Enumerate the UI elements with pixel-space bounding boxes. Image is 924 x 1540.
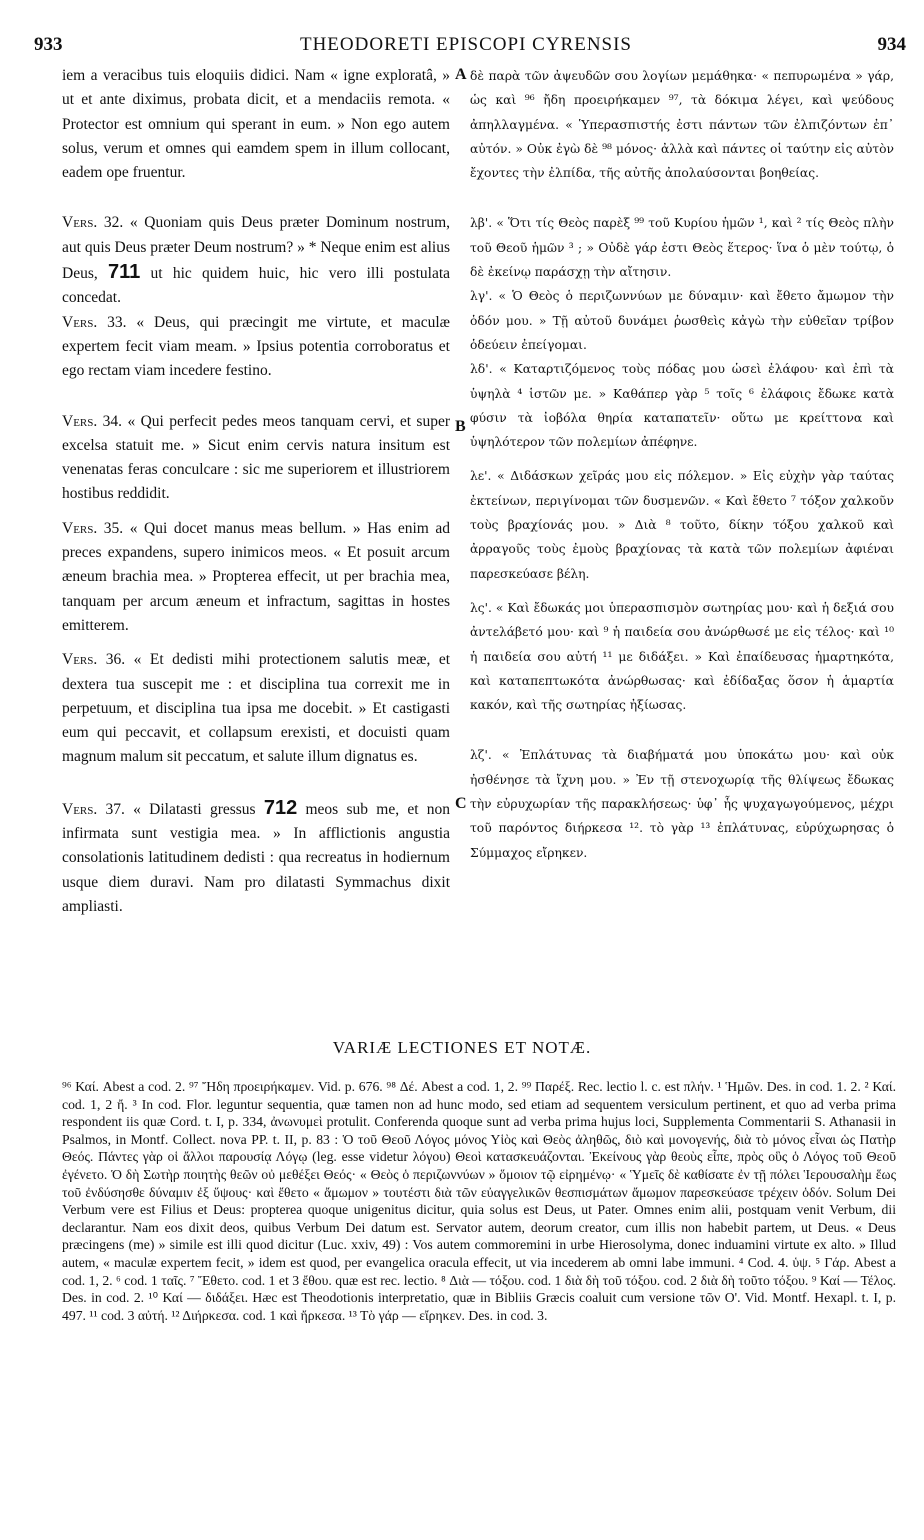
margin-marker-c: C <box>455 795 467 812</box>
latin-column <box>62 64 450 919</box>
column-number: 711 <box>108 261 141 284</box>
greek-paragraph-35: λε'. « Διδάσκων χεῖράς μου εἰς πόλεμον. » Εἰς εὐχὴν γὰρ ταύτας ἐκτείνων, περιγίνομαι τῶν δυσμενῶν. « Καὶ ἔθετο ⁷ τόξον χαλκοῦν τοὺς βραχίονάς μου. » Διὰ ⁸ τοῦτο, δίκην τόξου χαλκοῦ καὶ ἀρραγοῦς τοὺς ἐμοὺς βραχίονας τὰ κατὰ τῶν πολεμίων ἀφιέναι παρεσκεύασε βέλη. <box>470 469 894 581</box>
notes-block <box>62 1078 896 1324</box>
running-title: THEODORETI EPISCOPI CYRENSIS <box>299 34 633 55</box>
verse-label: Vers. 34. <box>62 412 123 430</box>
margin-marker-a: A <box>455 66 467 83</box>
verse-label: Vers. 33. <box>62 313 127 331</box>
latin-paragraph-vers-37 <box>62 796 450 919</box>
verse-text: meos sub me, et non infirmata sunt vestigia mea. » In afflictionis angustia consolationis latitudinem dedisti : qua recreatus in hodiernum usque diem duravi. Nam pro dilatasti Symmachus dixit ampliasti. <box>62 800 451 915</box>
greek-column <box>470 64 894 865</box>
verse-text: « Et dedisti mihi protectionem salutis meæ, et dextera tua suscepit me : et disciplina tua correxit me in perpetuum, et disciplina tua ipsa me docebit. » Et castigasti eum qui peccavit, et collapsum erexisti, et docuisti quam magnum malum sit peccatum, et salute illum dignatus es. <box>62 651 451 766</box>
verse-label: Vers. 32. <box>62 214 124 232</box>
verse-text: « Dilatasti gressus <box>133 800 256 818</box>
verse-label: Vers. 37. <box>62 800 125 818</box>
page-number-right: 934 <box>877 34 906 55</box>
greek-paragraph-37: λζ'. « Ἐπλάτυνας τὰ διαβήματά μου ὑποκάτω μου· καὶ οὐκ ἠσθένησε τὰ ἴχνη μου. » Ἐν τῇ στενοχωρίᾳ τῆς θλίψεως ἔδωκας τὴν εὐρυχωρίαν τῆς παρακλήσεως· ὑφ᾽ ἧς ψυχαγωγούμενος, μέχρι τοῦ παρόντος διήρκεσα ¹². τὸ γὰρ ¹³ ἐπλάτυνας, εὐρύχωρησας ὁ Σύμμαχος εἴρηκεν. <box>470 748 894 860</box>
verse-label: Vers. 36. <box>62 651 126 669</box>
latin-paragraph-vers-36 <box>62 648 450 769</box>
greek-paragraph-34: λδ'. « Καταρτιζόμενος τοὺς πόδας μου ὡσεὶ ἐλάφου· καὶ ἐπὶ τὰ ὑψηλὰ ⁴ ἱστῶν με. » Καθάπερ γὰρ ⁵ τοῖς ⁶ ἐλάφοις ἔδωκε κατὰ φύσιν τὰ ἰοβόλα θηρία καταπατεῖν· οὕτω με κρείττονα καὶ ὑψηλότερον τῶν πολεμίων ἀπέφηνε. <box>470 362 894 450</box>
notes-heading: VARIÆ LECTIONES ET NOTÆ. <box>332 1038 592 1057</box>
verse-label: Vers. 35. <box>62 519 124 537</box>
verse-text: « Qui docet manus meas bellum. » Has enim ad preces expandens, supero inimicos meos. « Et posuit arcum æneum brachia mea. » Propterea effecit, ut per brachia mea, tanquam per arcum æneum et infractum, sagittas in hostes emitterem. <box>62 519 450 634</box>
latin-paragraph-vers-34 <box>62 410 450 507</box>
verse-text: « Deus, qui præcingit me virtute, et maculæ expertem fecit viam meam. » Ipsius potentia corroboratus et ego rectam viam incedere festino. <box>62 313 450 380</box>
page-header <box>26 32 906 62</box>
greek-paragraph-36: λς'. « Καὶ ἔδωκάς μοι ὑπερασπισμὸν σωτηρίας μου· καὶ ἡ δεξιά σου ἀντελάβετό μου· καὶ ⁹ ἡ παιδεία σου ἀνώρθωσέ με εἰς τέλος· καὶ ¹⁰ ἡ παιδεία σου αὐτή ¹¹ με διδάξει. » Καὶ ἐπαίδευσας ἡμαρτηκότα, καὶ καταπεπτωκότα ἀνώρθωσας· καὶ ἐδίδαξας ὅσον ἡ ἁμαρτία κακόν, καὶ τῆς σωτηρίας ἠξίωσας. <box>470 600 894 713</box>
column-number: 712 <box>263 796 298 819</box>
verse-text: ut hic quidem huic, hic vero illi postulata concedat. <box>62 265 451 307</box>
greek-paragraph-32: λβ'. « Ὅτι τίς Θεὸς παρὲξ ⁹⁹ τοῦ Κυρίου ἡμῶν ¹, καὶ ² τίς Θεὸς πλὴν τοῦ Θεοῦ ἡμῶν ³ ; » Οὐδὲ γάρ ἐστι Θεὸς ἕτερος· ἵνα ὁ μὲν τούτῳ, ὁ δὲ ἐκείνῳ παράσχῃ τὴν αἴτησιν. <box>470 216 894 280</box>
latin-paragraph-vers-33 <box>62 311 450 384</box>
latin-paragraph-vers-35 <box>62 517 450 638</box>
verse-text: « Qui perfecit pedes meos tanquam cervi, et super excelsa statuit me. » Sicut enim cervis natura insitum est venenatas feras conculcare : sic me superiorem et illustriorem hostibus reddidit. <box>62 412 450 503</box>
latin-paragraph: iem a veracibus tuis eloquiis didici. Nam « igne exploratâ, » ut et ante diximus, probata dicit, et a mendaciis remota. « Protector est omnium qui sperant in eum. » Non ego autem solus, verum et omnes qui eamdem spem in illum collocant, eadem ope fruentur. <box>62 67 450 182</box>
verse-text: « Quoniam quis Deus præter Dominum nostrum, aut quis Deus præter Deum nostrum? » * Neque enim est alius Deus, <box>62 214 450 283</box>
margin-marker-b: B <box>455 418 466 435</box>
greek-paragraph: δὲ παρὰ τῶν ἀψευδῶν σου λογίων μεμάθηκα· « πεπυρωμένα » γάρ, ὡς καὶ ⁹⁶ ἤδη προειρήκαμεν ⁹⁷, τὰ δόκιμα λέγει, καὶ ψεύδους ἀπηλλαγμένα. « Ὑπερασπιστής ἐστι πάντων τῶν ἐλπιζόντων ἐπ᾽ αὐτόν. » Οὐκ ἐγὼ δὲ ⁹⁸ μόνος· ἀλλὰ καὶ πάντες οἱ ταύτην εἰς αὐτὸν ἔχοντες τὴν ἐλπίδα, τῆς αὐτῆς ἀπολαύσονται βοηθείας. <box>470 69 894 181</box>
page-number-left: 933 <box>34 34 63 55</box>
notes-text: ⁹⁶ Καί. Abest a cod. 2. ⁹⁷ Ἤδη προειρήκαμεν. Vid. p. 676. ⁹⁸ Δέ. Abest a cod. 1, 2. ⁹⁹ Παρέξ. Rec. lectio l. c. est πλήν. ¹ Ἡμῶν. Des. in cod. 1. 2. ² Καί. cod. 1, 2 ἤ. ³ In cod. Flor. leguntur sequentia, quæ tamen non ad hunc modo, sed etiam ad sequentem versiculum pertinent, et quo ad verba prima respondent iis quæ Cord. t. I, p. 334, ἀνωνυμεὶ protulit. Conferenda quoque sunt ad verba prima hujus loci, Supplementa Commentarii S. Athanasii in Psalmos, in Montf. Collect. nova PP. t. II, p. 83 : Ὁ τοῦ Θεοῦ Λόγος μόνος Υἱὸς καὶ Θεὸς ἀληθῶς, διὸ καὶ μονογενής, διὰ τὸ μόνος εἶναι ὡς Πατὴρ Θεός. Πάντες γὰρ οἱ ἄλλοι παρουσίᾳ Λόγῳ (leg. esse videtur λόγου) Θεοὶ κατασκευάζονται. Ἐκείνους γὰρ θεοὺς εἶπε, πρὸς οὓς ὁ Λόγος τοῦ Θεοῦ ἐγένετο. Ὁ δὴ Σωτὴρ ποιητὴς θεῶν οὐ μεθέξει Θεός· « Θεὸς ὁ περιζωννύων » ὅμοιον τῷ εἰρημένῳ· « Ὑμεῖς δὲ καθίσατε ἐν τῇ πόλει Ἱερουσαλὴμ ἕως τοῦ ἐνδύσησθε δύναμιν ἐξ ὕψους· καὶ ἔθετο « ἄμωμον » τουτέστι διὰ τῶν εὐαγγελικῶν θεσπισμάτων ἄμωμον παρεσκεύασε τρέχειν ὁδόν. Solum Dei Verbum vere est Filius et Deus: propterea quoque unigenitus dicitur, quia solus est Deus, ut Pater. Omnes enim alii, postquam venit Verbum, dii declarantur. Nam eos dixit deos, quibus Verbum Dei datum est. Servator autem, deorum creator, cum illis non habebit partem, ut Deus. « Deus præcingens (me) » simile est illi quod dicitur (Luc. xxiv, 49) : Vos autem commoremini in urbe Hierosolyma, donec induamini virtute ex alto. » Illud autem, « maculæ expertem fecit, » idem est quod, per evangelica oracula effecit, ut via incederem ab omni labe immuni. ⁴ Cod. 4. ὑψ. ⁵ Γάρ. Abest a cod. 1, 2. ⁶ cod. 1 ταῖς. ⁷ Ἔθετο. cod. 1 et 3 ἔθου. quæ est rec. lectio. ⁸ Διὰ — τόξου. cod. 1 διὰ δὴ τοῦ τόξου. cod. 2 διὰ δὴ τοῦτο τόξου. ⁹ Καί — Τέλος. Des. in cod. 2. ¹⁰ Καί — διδάξει. Hæc est Theodotionis interpretatio, quæ in Bibliis Græcis coaluit cum versione τῶν O'. Vid. Montf. Hexapl. t. I, p. 497. ¹¹ cod. 3 αὐτή. ¹² Διήρκεσα. cod. 1 καὶ ἤρκεσα. ¹³ Τὸ γάρ — εἴρηκεν. Des. in cod. 3. <box>62 1079 896 1323</box>
latin-paragraph-vers-32 <box>62 211 450 310</box>
greek-paragraph-33: λγ'. « Ὁ Θεὸς ὁ περιζωννύων με δύναμιν· καὶ ἔθετο ἄμωμον τὴν ὁδόν μου. » Τῇ αὐτοῦ δυνάμει ῥωσθεὶς κἀγὼ τὴν εὐθεῖαν τρίβον ὁδεύειν ἐπείγομαι. <box>470 289 894 352</box>
